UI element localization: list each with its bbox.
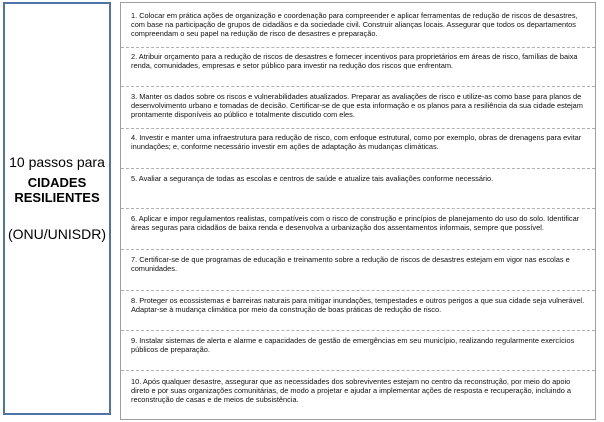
- step-divider: [121, 128, 595, 129]
- step-2: 2. Atribuir orçamento para a redução de riscos de desastres e fornecer incentivos para proprietários em áreas de risco, famílias de baixa renda, comunidades, empresas e setor público para investir na redução dos riscos que enfrentam.: [131, 52, 578, 70]
- step-3: 3. Manter os dados sobre os riscos e vulnerabilidades atualizados. Preparar as avaliações de risco e utilize-as como base para planos de desenvolvimento urbano e tomadas de decisão. Certificar-se de que esta informação e os planos para a resiliência da sua cidade estejam prontamente disponíveis ao público e totalmente discutido com eles.: [131, 92, 583, 119]
- step-divider: [121, 290, 595, 291]
- title-panel: [3, 2, 111, 415]
- step-divider: [121, 208, 595, 209]
- step-divider: [121, 168, 595, 169]
- step-7: 7. Certificar-se de que programas de educação e treinamento sobre a redução de riscos de desastres estejam em vigor nas escolas e comunidades.: [131, 255, 570, 273]
- title-line-1: 10 passos para: [9, 154, 105, 170]
- step-divider: [121, 330, 595, 331]
- step-divider: [121, 249, 595, 250]
- step-9: 9. Instalar sistemas de alerta e alarme e capacidades de gestão de emergências em seu município, realizando regularmente exercícios públicos de preparação.: [131, 336, 575, 354]
- step-1: 1. Colocar em prática ações de organização e coordenação para compreender e aplicar ferramentas de redução de riscos de desastres, com base na participação de grupos de cidadãos e da sociedade civil. Construir alianças locais. Assegurar que todos os departamentos compreendam o seu papel na redução de risco de desastres e preparação.: [131, 11, 578, 38]
- step-8: 8. Proteger os ecossistemas e barreiras naturais para mitigar inundações, tempestades e outros perigos a que sua cidade seja vulnerável. Adaptar-se à mudança climática por meio da construção de boas práticas de redução de risco.: [131, 296, 585, 314]
- step-4: 4. Investir e manter uma infraestrutura para redução de risco, com enfoque estrutural, como por exemplo, obras de drenagens para evitar inundações; e, conforme necessário investir em ações de adaptação às mudanças climáticas.: [131, 133, 582, 151]
- step-6: 6. Aplicar e impor regulamentos realistas, compatíveis com o risco de construção e princípios de planejamento do uso do solo. Identificar áreas seguras para cidadãos de baixa renda e desenvolva a urbanização dos assentamentos informais, sempre que possível.: [131, 214, 580, 232]
- step-5: 5. Avaliar a segurança de todas as escolas e centros de saúde e atualize tais avaliações conforme necessário.: [131, 174, 494, 183]
- step-10: 10. Após qualquer desastre, assegurar que as necessidades dos sobreviventes estejam no centro da reconstrução, por meio do apoio direto e por suas organizações comunitárias, de modo a projetar e ajudar a implementar ações de resposta e recuperação, incluindo a reconstrução de casas e de meios de subsistência.: [131, 377, 571, 404]
- step-divider: [121, 47, 595, 48]
- title-line-2: CIDADES RESILIENTES: [14, 175, 100, 205]
- step-divider: [121, 86, 595, 87]
- title-subtitle: (ONU/UNISDR): [8, 226, 106, 242]
- steps-panel: [120, 2, 596, 420]
- step-divider: [121, 370, 595, 371]
